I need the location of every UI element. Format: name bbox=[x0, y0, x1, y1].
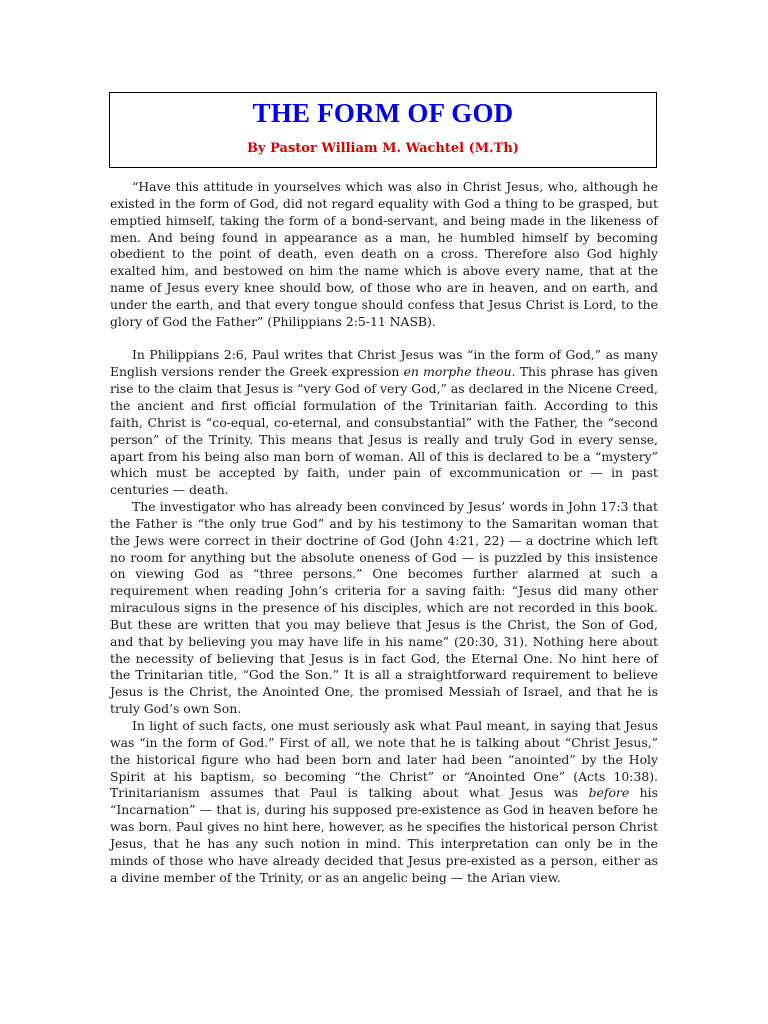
author-byline: By Pastor William M. Wachtel (M.Th) bbox=[247, 141, 519, 156]
paragraph-investigator bbox=[110, 499, 658, 718]
paragraph-scripture-quote bbox=[110, 179, 658, 331]
italic-term: en morphe theou bbox=[403, 364, 512, 380]
paragraph-text: his “Incarnation” — that is, during his supposed pre-existence as God in heaven before he was born. Paul gives no hint here, however, as he specifies the historical person Christ Jesus, that he has any such notion in mind. This interpretation can only be in the minds of those who have already decided that Jesus pre-existed as a person, either as a divine member of the Trinity, or as an angelic being — the Arian view. bbox=[110, 785, 658, 885]
paragraph-text: The investigator who has already been convinced by Jesus’ words in John 17:3 that the Father is “the only true God” and by his testimony to the Samaritan woman that the Jews were correct in their doctrine of God (John 4:21, 22) — a doctrine which left no room for anything but the absolute oneness of God — is puzzled by this insistence on viewing God as “three persons.” One becomes further alarmed at such a requirement when reading John’s criteria for a saving faith: “Jesus did many other miraculous signs in the presence of his disciples, which are not recorded in this book. But these are written that you may believe that Jesus is the Christ, the Son of God, and that by believing you may have life in his name” (20:30, 31). Nothing here about the necessity of believing that Jesus is in fact God, the Eternal One. No hint here of the Trinitarian title, “God the Son.” It is all a straightforward requirement to believe Jesus is the Christ, the Anointed One, the promised Messiah of Israel, and that he is truly God’s own Son. bbox=[110, 499, 658, 717]
paragraph-light-of-facts bbox=[110, 718, 658, 886]
paragraph-text: In Philippians 2:6, Paul writes that Christ Jesus was “in the form of God,” as many English versions render the Greek expression bbox=[110, 347, 658, 380]
paragraph-text: “Have this attitude in yourselves which was also in Christ Jesus, who, although he existed in the form of God, did not regard equality with God a thing to be grasped, but emptied himself, taking the form of a bond-servant, and being made in the likeness of men. And being found in appearance as a man, he humbled himself by becoming obedient to the point of death, even death on a cross. Therefore also God highly exalted him, and bestowed on him the name which is above every name, that at the name of Jesus every knee should bow, of those who are in heaven, and on earth, and under the earth, and that every tongue should confess that Jesus Christ is Lord, to the glory of God the Father” (Philippians 2:5-11 NASB). bbox=[110, 179, 658, 329]
article-body bbox=[110, 179, 658, 886]
document-title: THE FORM OF GOD bbox=[252, 98, 514, 128]
italic-term: before bbox=[588, 785, 630, 801]
paragraph-text: In light of such facts, one must seriously ask what Paul meant, in saying that Jesus was “in the form of God.” First of all, we note that he is talking about “Christ Jesus,” the historical figure who had been born and later had been “anointed” by the Holy Spirit at his baptism, so becoming “the Christ” or “Anointed One” (Acts 10:38). Trinitarianism assumes that Paul is talking about what Jesus was bbox=[110, 718, 658, 801]
title-box bbox=[109, 92, 657, 168]
paragraph-text: . This phrase has given rise to the claim that Jesus is “very God of very God,” as declared in the Nicene Creed, the ancient and first official formulation of the Trinitarian faith. According to this faith, Christ is “co-equal, co-eternal, and consubstantial” with the Father, the “second person” of the Trinity. This means that Jesus is really and truly God in every sense, apart from his being also man born of woman. All of this is declared to be a “mystery” which must be accepted by faith, under pain of excommunication or — in past centuries — death. bbox=[110, 364, 658, 498]
paragraph-philippians-intro bbox=[110, 347, 658, 499]
